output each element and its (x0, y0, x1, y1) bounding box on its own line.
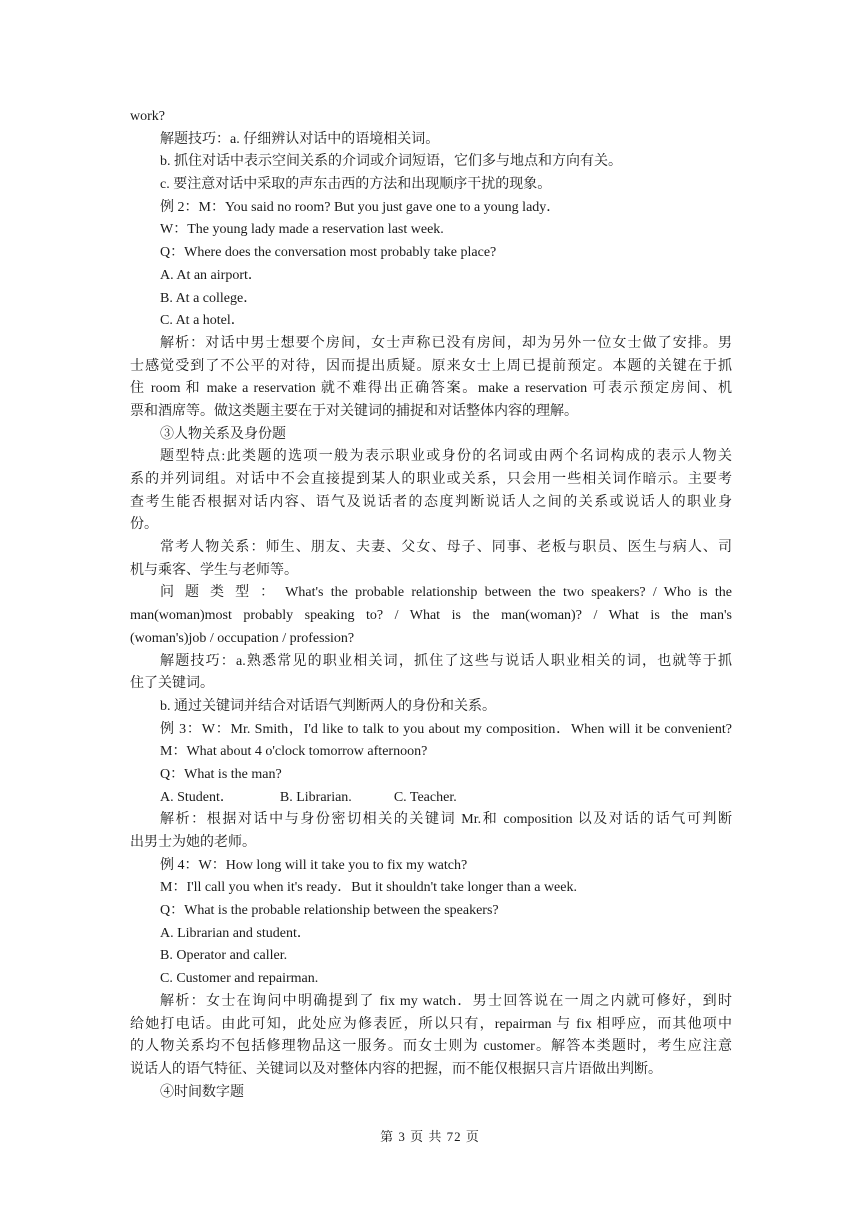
text-line: 给她打电话。由此可知，此处应为修表匠，所以只有，repairman 与 fix 相呼应，而其他项中 (130, 1016, 732, 1032)
text-line: (woman's)job / occupation / profession? (130, 630, 355, 646)
document-body (130, 106, 732, 1104)
text-line: M：What about 4 o'clock tomorrow afternoon? (160, 744, 428, 760)
text-line: ③人物关系及身份题 (160, 426, 286, 442)
text-line: 的人物关系均不包括修理物品这一服务。而女士则为 customer。解答本类题时，考生应注意 (130, 1039, 732, 1055)
text-line: 解题技巧：a.熟悉常见的职业相关词，抓住了这些与说话人职业相关的词，也就等于抓 (160, 653, 732, 669)
text-line: 题型特点:此类题的选项一般为表示职业或身份的名词或由两个名词构成的表示人物关 (160, 449, 732, 465)
text-line: 住了关键词。 (130, 676, 214, 692)
text-line: 解题技巧：a. 仔细辨认对话中的语境相关词。 (160, 131, 440, 147)
text-line: 份。 (130, 517, 158, 533)
text-line: W：The young lady made a reservation last week. (160, 222, 444, 238)
text-line: b. 通过关键词并结合对话语气判断两人的身份和关系。 (160, 698, 496, 714)
text-line: 系的并列词组。对话中不会直接提到某人的职业或关系，只会用一些相关词作暗示。主要考 (130, 472, 732, 487)
text-line: 例 3：W：Mr. Smith，I'd like to talk to you about my composition．When will it be convenient? (160, 721, 732, 737)
text-line: Q：What is the probable relationship between the speakers? (160, 903, 499, 919)
text-line: Q：Where does the conversation most probably take place? (160, 245, 497, 261)
text-line: 机与乘客、学生与老师等。 (130, 562, 298, 578)
text-line: 问 题 类 型 ： What's the probable relationship between the two speakers? / Who is the (160, 585, 732, 601)
text-line: M：I'll call you when it's ready．But it shouldn't take longer than a week. (160, 880, 577, 896)
text-line: 解析：对话中男士想要个房间，女士声称已没有房间，却为另外一位女士做了安排。男 (160, 335, 732, 351)
text-line: ④时间数字题 (160, 1084, 244, 1100)
text-line: 例 4：W：How long will it take you to fix my watch? (160, 857, 468, 873)
text-line: 出男士为她的老师。 (130, 835, 256, 850)
text-line: B. Operator and caller. (160, 948, 288, 964)
text-line: 说话人的语气特征、关键词以及对整体内容的把握，而不能仅根据只言片语做出判断。 (130, 1061, 662, 1077)
text-line: C. Customer and repairman. (160, 971, 319, 987)
answer-option: B. Librarian. (279, 789, 352, 805)
text-line: 士感觉受到了不公平的对待，因而提出质疑。原来女士上周已提前预定。本题的关键在于抓 (130, 358, 732, 374)
text-line: A. Librarian and student． (160, 925, 311, 941)
page-footer: 第 3 页 共 72 页 (380, 1129, 480, 1144)
text-line (130, 787, 732, 810)
text-line: 常考人物关系：师生、朋友、夫妻、父女、母子、同事、老板与职员、医生与病人、司 (160, 540, 732, 556)
answer-option: A. Student． (160, 789, 234, 805)
text-line: 例 2：M：You said no room? But you just gave one to a young lady． (160, 199, 561, 215)
text-line: 解析：根据对话中与身份密切相关的关键词 Mr.和 composition 以及对话的话气可判断 (160, 812, 732, 828)
text-line: work? (130, 109, 165, 124)
text-line: b. 抓住对话中表示空间关系的介词或介词短语，它们多与地点和方向有关。 (160, 154, 622, 170)
text-line: C. At a hotel． (160, 313, 245, 329)
text-line: 票和酒席等。做这类题主要在于对关键词的捕捉和对话整体内容的理解。 (130, 403, 578, 419)
text-line: 解析：女士在询问中明确提到了 fix my watch．男士回答说在一周之内就可修好，到时 (160, 993, 732, 1009)
text-line: c. 要注意对话中采取的声东击西的方法和出现顺序干扰的现象。 (160, 177, 552, 193)
text-line: man(woman)most probably speaking to? / What is the man(woman)? / What is the man's (130, 608, 732, 624)
answer-option: C. Teacher. (393, 789, 457, 805)
text-line: B. At a college． (160, 290, 258, 306)
text-line: 查考生能否根据对话内容、语气及说话者的态度判断说话人之间的关系或说话人的职业身 (130, 494, 732, 510)
text-line: 住 room 和 make a reservation 就不难得出正确答案。make a reservation 可表示预定房间、机 (130, 381, 732, 397)
text-line: A. At an airport． (160, 267, 262, 283)
text-line: Q：What is the man? (160, 766, 282, 782)
